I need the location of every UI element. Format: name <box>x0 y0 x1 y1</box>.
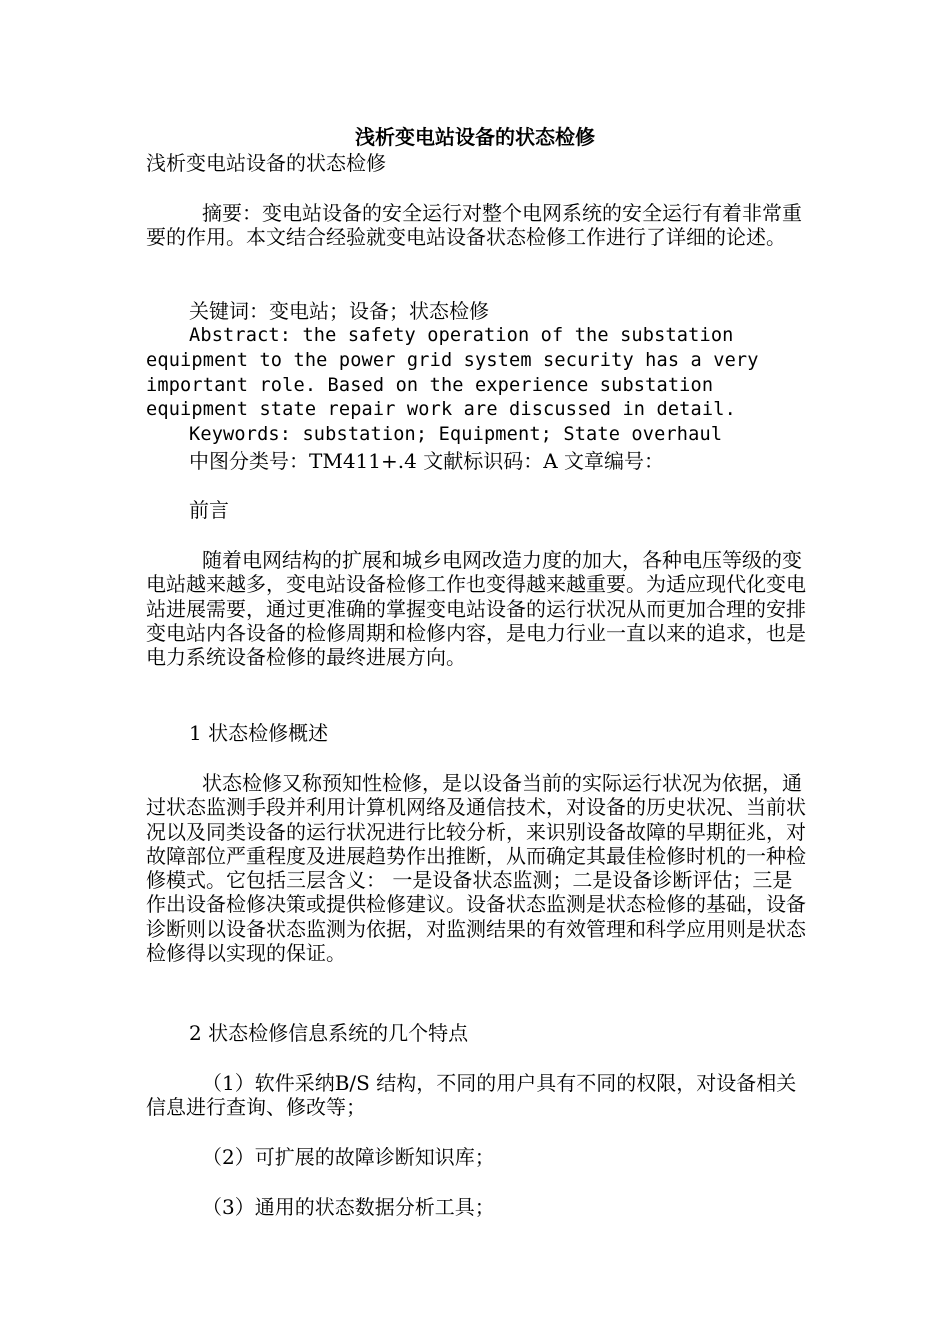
classification: 中图分类号：TM411+.4 文献标识码：A 文章编号： <box>189 449 664 473</box>
abstract-en-line: important role. Based on the experience substation <box>146 374 714 396</box>
abstract-en-line: Abstract: the safety operation of the substation <box>189 325 734 346</box>
document-title: 浅析变电站设备的状态检修 <box>355 125 595 149</box>
section1-heading: 1 状态检修概述 <box>189 721 329 745</box>
section2-heading: 2 状态检修信息系统的几个特点 <box>189 1021 469 1045</box>
abstract-en <box>146 324 808 448</box>
preface-text: 随着电网结构的扩展和城乡电网改造力度的加大，各种电压等级的变电站越来越多，变电站设备检修工作也变得越来越重要。为适应现代化变电站进展需要，通过更准确的掌握变电站设备的运行状况从而更加合理的安排变电站内各设备的检修周期和检修内容，是电力行业一直以来的追求，也是电力系统设备检修的最终进展方向。 <box>146 548 806 670</box>
preface-heading: 前言 <box>189 498 229 522</box>
abstract-en-line: equipment state repair work are discussed in detail. <box>146 399 736 421</box>
abstract-en-line: equipment to the power grid system security has a very <box>146 349 759 371</box>
list-item-2: （2）可扩展的故障诊断知识库； <box>202 1145 495 1169</box>
document-subtitle: 浅析变电站设备的状态检修 <box>146 151 386 175</box>
keywords-en: Keywords: substation; Equipment; State overhaul <box>189 424 723 446</box>
list-item-3: （3）通用的状态数据分析工具； <box>202 1195 495 1219</box>
list-item-1: （1）软件采纳B/S 结构，不同的用户具有不同的权限，对设备相关信息进行查询、修改等； <box>146 1071 797 1120</box>
keywords-cn: 关键词：变电站；设备；状态检修 <box>189 299 489 323</box>
abstract-cn: 摘要：变电站设备的安全运行对整个电网系统的安全运行有着非常重要的作用。本文结合经验就变电站设备状态检修工作进行了详细的论述。 <box>146 201 802 250</box>
section1-text: 状态检修又称预知性检修，是以设备当前的实际运行状况为依据，通过状态监测手段并利用计算机网络及通信技术，对设备的历史状况、当前状况以及同类设备的运行状况进行比较分析，来识别设备故障的早期征兆，对故障部位严重程度及进展趋势作出推断，从而确定其最佳检修时机的一种检修模式。它包括三层含义： 一是设备状态监测；二是设备诊断评估；三是作出设备检修决策或提供检修建议。设备状态监测是状态检修的基础，设备诊断则以设备状态监测为依据，对监测结果的有效管理和科学应用则是状态检修得以实现的保证。 <box>146 771 806 966</box>
